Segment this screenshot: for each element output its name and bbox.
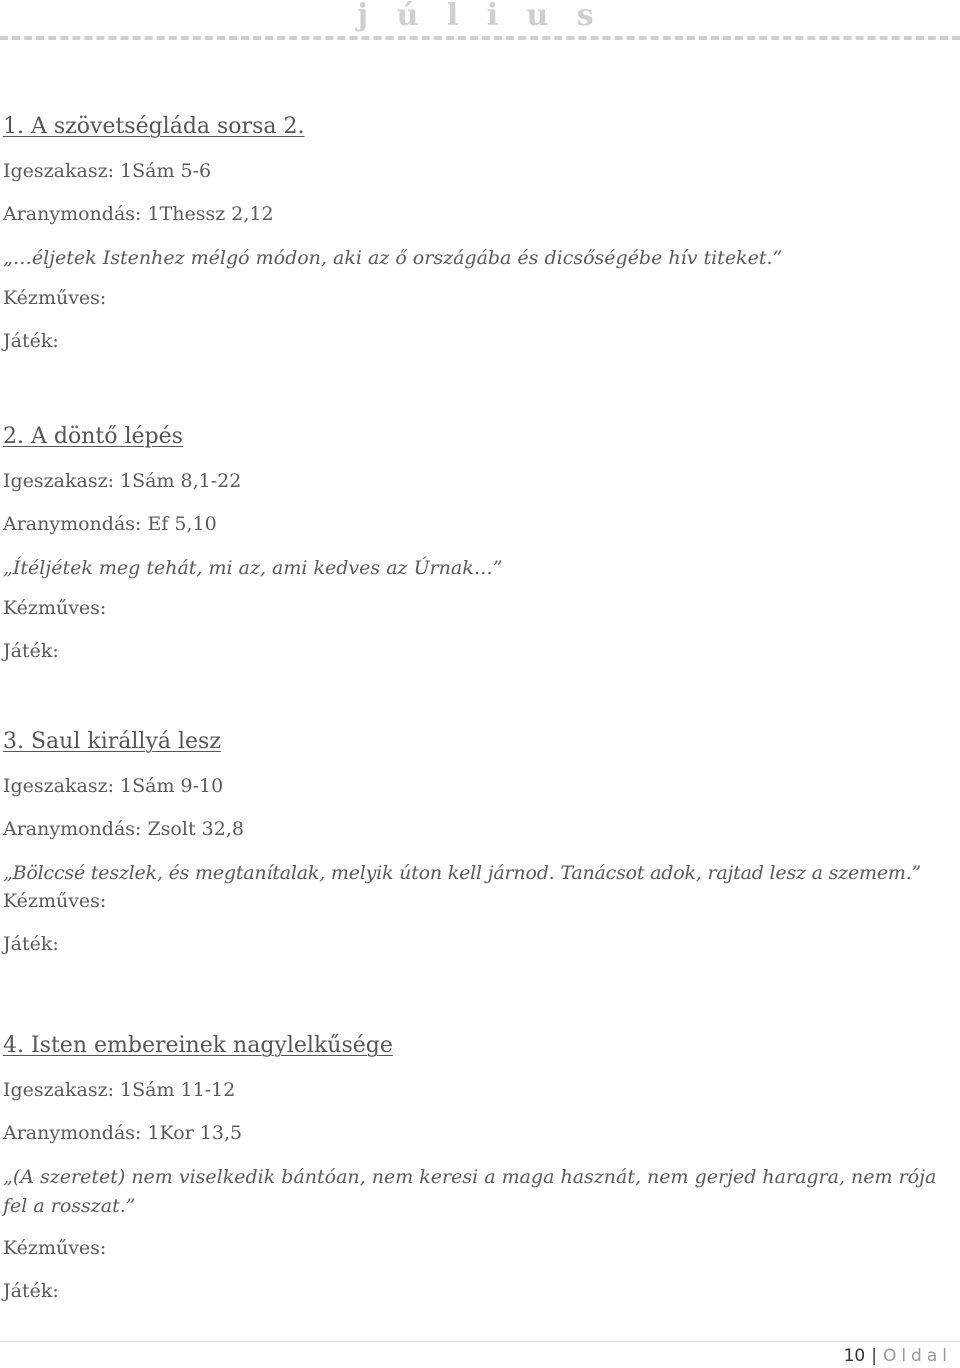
game-label: Játék:	[3, 1280, 59, 1302]
golden-verse-ref: Aranymondás: 1Thessz 2,12	[3, 203, 274, 225]
craft-label: Kézműves:	[3, 1237, 107, 1259]
lesson-title: 2. A döntő lépés	[3, 424, 183, 449]
game-label: Játék:	[3, 933, 59, 955]
golden-verse-quote: „Ítéljétek meg tehát, mi az, ami kedves az Úrnak…”	[3, 557, 503, 579]
lesson-title: 1. A szövetségláda sorsa 2.	[3, 114, 305, 139]
golden-verse-ref: Aranymondás: Ef 5,10	[3, 513, 217, 535]
craft-label: Kézműves:	[3, 287, 107, 309]
lesson-section-3	[3, 728, 955, 957]
golden-verse-quote: „(A szeretet) nem viselkedik bántóan, nem keresi a maga hasznát, nem gerjed haragra, nem rója fel a rosszat.”	[3, 1166, 937, 1217]
bible-passage: Igeszakasz: 1Sám 11-12	[3, 1079, 236, 1101]
craft-label: Kézműves:	[3, 597, 107, 619]
golden-verse-quote: „…éljetek Istenhez mélgó módon, aki az ő országába és dicsőségébe hív titeket.”	[3, 247, 783, 269]
golden-verse-ref: Aranymondás: 1Kor 13,5	[3, 1122, 243, 1144]
footer-separator: |	[871, 1346, 877, 1366]
game-label: Játék:	[3, 640, 59, 662]
lesson-title: 3. Saul királlyá lesz	[3, 729, 221, 754]
bible-passage: Igeszakasz: 1Sám 9-10	[3, 775, 224, 797]
header-dashed-rule	[0, 36, 960, 40]
game-label: Játék:	[3, 330, 59, 352]
page-footer	[844, 1346, 952, 1366]
lesson-section-4	[3, 1032, 955, 1304]
page-number: 10	[843, 1346, 866, 1366]
footer-rule	[0, 1341, 960, 1342]
lesson-title: 4. Isten embereinek nagylelkűsége	[3, 1033, 393, 1058]
golden-verse-quote: „Bölccsé teszlek, és megtanítalak, melyik úton kell járnod. Tanácsot adok, rajtad lesz a szemem.”	[3, 862, 922, 884]
bible-passage: Igeszakasz: 1Sám 5-6	[3, 160, 212, 182]
month-header: j ú l i u s	[357, 0, 603, 33]
lesson-section-1	[3, 113, 955, 354]
golden-verse-ref: Aranymondás: Zsolt 32,8	[3, 818, 244, 840]
craft-label: Kézműves:	[3, 890, 107, 912]
page-label: Oldal	[882, 1346, 952, 1366]
lesson-section-2	[3, 423, 955, 664]
bible-passage: Igeszakasz: 1Sám 8,1-22	[3, 470, 242, 492]
